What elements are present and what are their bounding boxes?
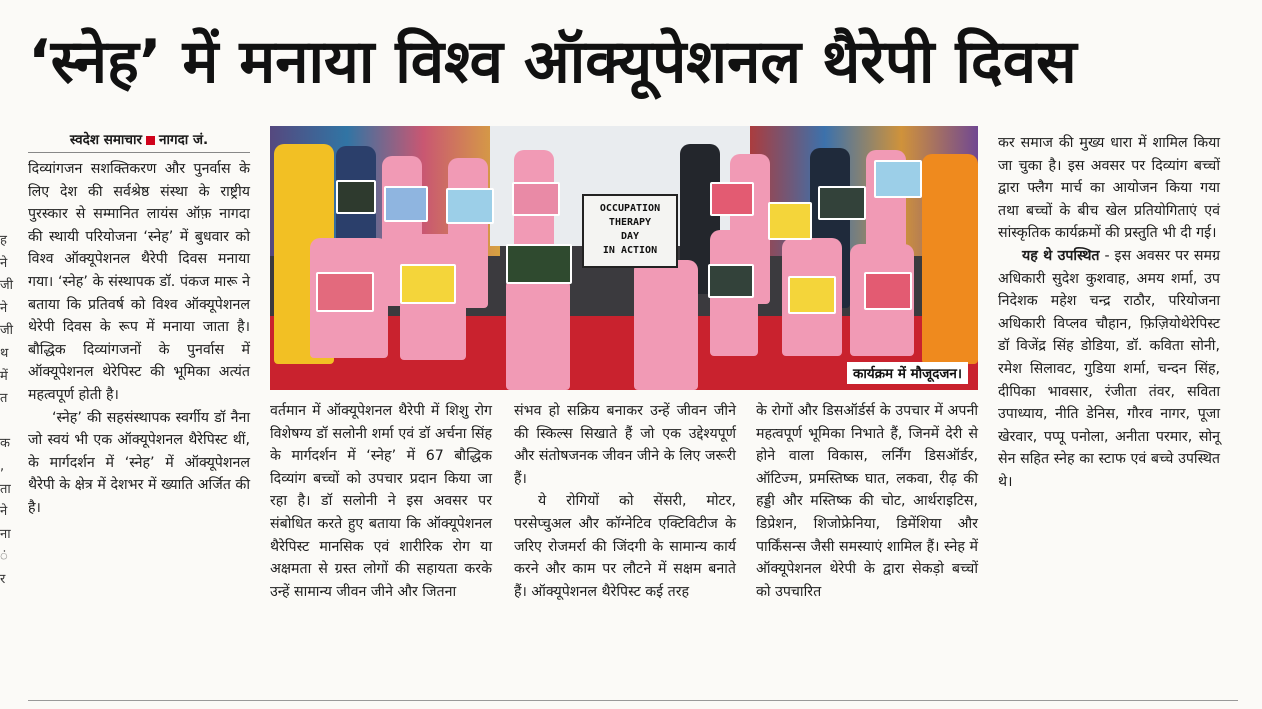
edge-fragment: क bbox=[0, 436, 10, 452]
edge-fragment: जी bbox=[0, 278, 14, 294]
placard bbox=[708, 264, 754, 298]
sign-line: IN ACTION bbox=[602, 245, 658, 256]
article-column-4 bbox=[756, 400, 978, 698]
person bbox=[506, 276, 570, 390]
news-photo bbox=[270, 126, 978, 390]
occupation-therapy-sign bbox=[582, 194, 678, 268]
person bbox=[634, 260, 698, 390]
edge-fragment: , bbox=[0, 458, 5, 474]
article-column-1 bbox=[28, 158, 250, 698]
placard bbox=[384, 186, 428, 222]
sign-line: DAY bbox=[620, 231, 640, 242]
edge-fragment: ह bbox=[0, 233, 7, 248]
red-square-icon bbox=[146, 136, 155, 145]
paragraph: दिव्यांगजन सशक्तिकरण और पुनर्वास के लिए देश की सर्वश्रेष्ठ संस्था के राष्ट्रीय पुरस्कार से सम्मानित लायंस ऑफ़ नागदा की स्थायी परियोजना ‘स्नेह’ में बुधवार को विश्व ऑक्यूपेशनल थैरेपी दिवस मनाया गया। ‘स्नेह’ के संस्थापक डॉ. पंकज मारू ने बताया कि प्रतिवर्ष को विश्व ऑक्यूपेशनल थेरेपी दिवस के रूप में मनाया जाता है। बौद्धिक दिव्यांगजनों के पुनर्वास में ऑक्यूपेशनल थेरेपिस्ट की भूमिका अत्यंत महत्वपूर्ण होती है। bbox=[28, 161, 250, 403]
edge-fragment: थ bbox=[0, 345, 9, 361]
edge-fragment: में bbox=[0, 368, 8, 384]
placard bbox=[506, 244, 572, 284]
byline bbox=[28, 128, 250, 153]
paragraph bbox=[998, 245, 1220, 494]
edge-fragment bbox=[0, 411, 10, 434]
photo-caption: कार्यक्रम में मौजूदजन। bbox=[847, 362, 968, 384]
edge-fragment: ने bbox=[0, 255, 8, 271]
placard bbox=[400, 264, 456, 304]
left-edge-fragment bbox=[0, 230, 14, 592]
placard bbox=[874, 160, 922, 198]
placard bbox=[446, 188, 494, 224]
sign-line: THERAPY bbox=[608, 217, 652, 228]
edge-fragment: ता bbox=[0, 481, 11, 497]
headline: ‘स्नेह’ में मनाया विश्व ऑक्यूपेशनल थैरेपी दिवस bbox=[28, 27, 1077, 97]
placard bbox=[788, 276, 836, 314]
paragraph: ये रोगियों को सेंसरी, मोटर, परसेप्चुअल और कॉग्नेटिव एक्टिविटीज के जरिए रोजमर्रा की जिंदगी के सामान्य कार्य करने और काम पर लौटने में सक्षम बनाते हैं। ऑक्यूपेशनल थैरेपिस्ट कई तरह bbox=[514, 493, 736, 600]
placard bbox=[316, 272, 374, 312]
sign-line: OCCUPATION bbox=[599, 203, 661, 214]
edge-fragment: ना bbox=[0, 526, 11, 542]
edge-fragment: ने bbox=[0, 300, 8, 316]
edge-fragment: जी bbox=[0, 323, 14, 339]
person-saree-right bbox=[922, 154, 978, 364]
edge-fragment: र bbox=[0, 571, 6, 587]
byline-location: नागदा जं. bbox=[158, 132, 209, 148]
placard bbox=[336, 180, 376, 214]
attendees-text: - इस अवसर पर समग्र अधिकारी सुदेश कुशवाह, अमय शर्मा, उप निदेशक महेश चन्द्र राठौर, परियोजना अधिकारी विप्लव चौहान, फ़िज़ियोथेरेपिस्ट डॉ विजेंद्र सिंह डोडिया, डॉ. कविता सोनी, रमेश सिलावट, गुडिया शर्मा, चन्दन सिंह, दीपिका भावसार, रंजीता तंवर, सविता उपाध्याय, नीति डेनिस, गौरव नागर, पूजा खेरवार, पप्पू पनोला, अनीता परमार, सोनू सेन सहित स्नेह का स्टाफ एवं बच्चे उपस्थित थे। bbox=[998, 247, 1220, 490]
paragraph: ‘स्नेह’ की सहसंस्थापक स्वर्गीय डॉ नैना जो स्वयं भी एक ऑक्यूपेशनल थैरेपिस्ट थीं, के मार्गदर्शन में ‘स्नेह’ में ऑक्यूपेशनल थैरेपी के क्षेत्र में देशभर में ख्याति अर्जित की है। bbox=[28, 409, 250, 516]
placard bbox=[864, 272, 912, 310]
paragraph: वर्तमान में ऑक्यूपेशनल थैरेपी में शिशु रोग विशेषग्य डॉ सलोनी शर्मा एवं डॉ अर्चना सिंह के मार्गदर्शन में ‘स्नेह’ में 67 बौद्धिक दिव्यांग बच्चों को उपचार प्रदान किया जा रहा है। डॉ सलोनी ने इस अवसर पर संबोधित करते हुए बताया कि ऑक्यूपेशनल थैरेपिस्ट मानसिक एवं शारीरिक रोग या अक्षमता से ग्रस्त लोगों की सहायता करके उन्हें सामान्य जीवन जीने और जितना bbox=[270, 403, 492, 600]
placard bbox=[512, 182, 560, 216]
subhead-attendees: यह थे उपस्थित bbox=[1022, 247, 1100, 264]
edge-fragment: त bbox=[0, 391, 8, 407]
edge-fragment: ने bbox=[0, 504, 8, 520]
paragraph: संभव हो सक्रिय बनाकर उन्हें जीवन जीने की स्किल्स सिखाते हैं जो एक उद्देश्यपूर्ण और संतोषजनक जीवन जीने के लिए जरूरी हैं। bbox=[514, 403, 736, 487]
article-column-2 bbox=[270, 400, 492, 698]
edge-fragment: ं bbox=[0, 549, 8, 565]
bottom-rule bbox=[28, 700, 1238, 701]
paragraph: कर समाज की मुख्य धारा में शामिल किया जा चुका है। इस अवसर पर दिव्यांग बच्चों द्वारा फ्लैग मार्च का आयोजन किया गया तथा बच्चों के बीच खेल प्रतियोगिताएं एवं सांस्कृतिक कार्यक्रमों की प्रस्तुति भी दी गई। bbox=[998, 135, 1220, 242]
byline-source: स्वदेश समाचार bbox=[69, 132, 142, 148]
placard bbox=[768, 202, 812, 240]
article-column-5 bbox=[998, 132, 1220, 698]
placard bbox=[710, 182, 754, 216]
paragraph: के रोगों और डिसऑर्डर्स के उपचार में अपनी महत्वपूर्ण भूमिका निभाते हैं, जिनमें देरी से होने वाला विकास, लर्निंग डिसऑर्डर, ऑटिज्म, प्रमस्तिष्क घात, लकवा, रीढ़ की हड्डी और मस्तिष्क की चोट, आर्थराइटिस, डिप्रेशन, शिजोफ्रेनिया, डिमेंशिया और पार्किंसन्स जैसी समस्याएं शामिल हैं। स्नेह में ऑक्यूपेशनल थेरेपी के द्वारा सेकड़ो बच्चों को उपचारित bbox=[756, 403, 978, 600]
placard bbox=[818, 186, 866, 220]
article-column-3 bbox=[514, 400, 736, 698]
